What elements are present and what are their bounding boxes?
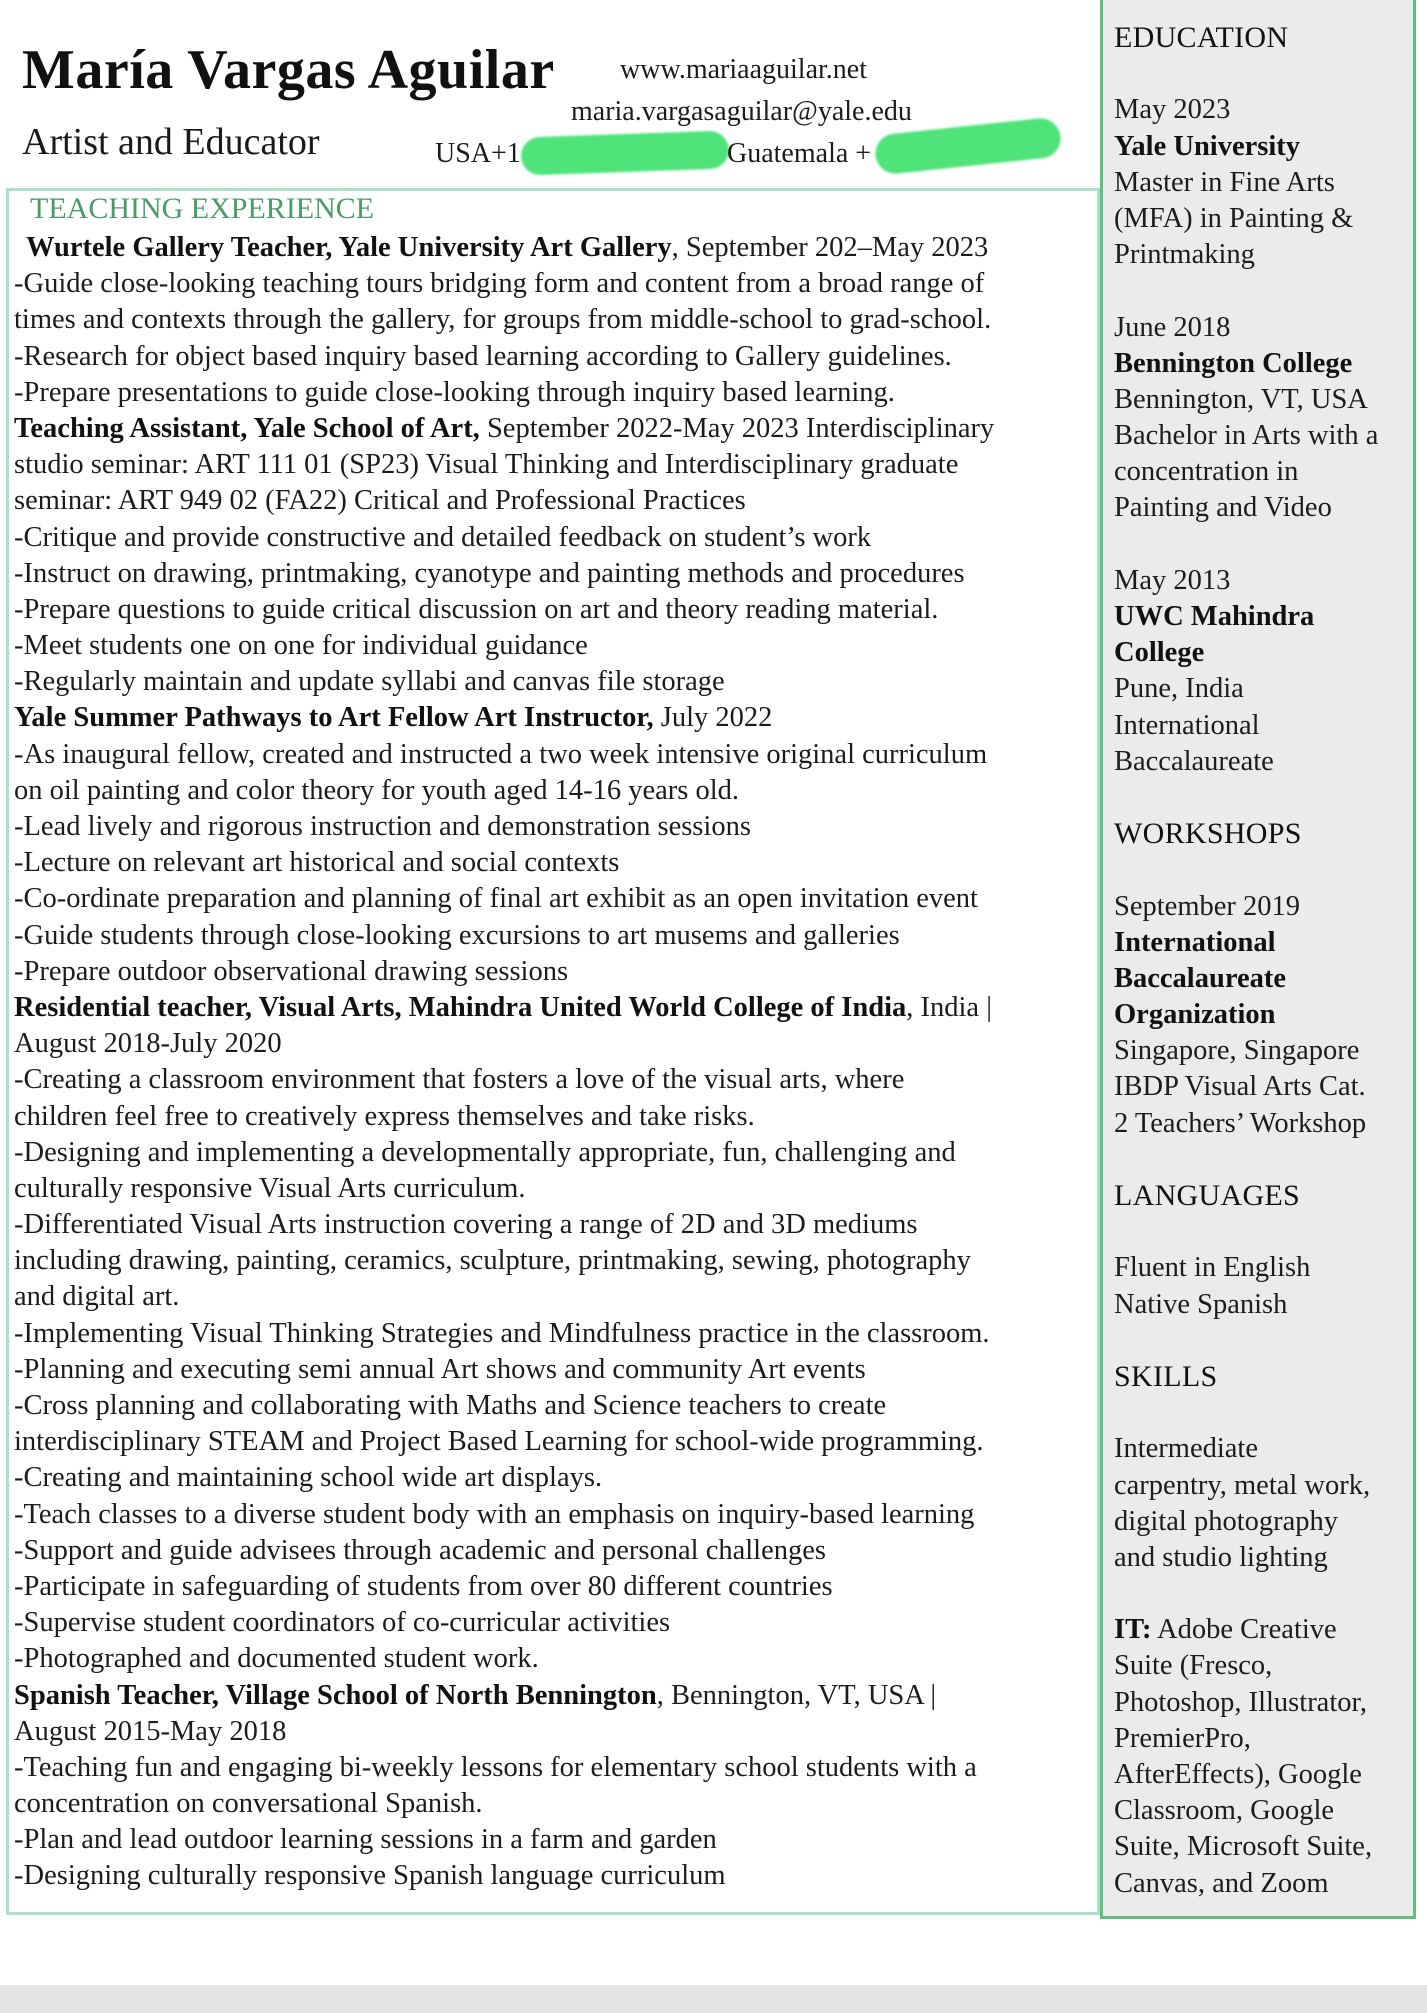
sidebar-line: May 2023 bbox=[1114, 94, 1231, 126]
line-text: on oil painting and color theory for youth aged 14-16 years old. bbox=[14, 774, 739, 806]
job-title-line bbox=[14, 990, 1094, 1026]
line-text: seminar: ART 949 02 (FA22) Critical and Professional Practices bbox=[14, 485, 746, 517]
institution-name: Bennington College bbox=[1114, 347, 1353, 379]
sidebar-line: Photoshop, Illustrator, bbox=[1114, 1686, 1367, 1718]
experience-line bbox=[14, 809, 1094, 845]
sidebar-institution bbox=[1114, 925, 1414, 961]
job-title: Residential teacher, Visual Arts, Mahindra United World College of India bbox=[14, 991, 907, 1023]
experience-line bbox=[14, 737, 1094, 773]
experience-line bbox=[14, 845, 1094, 881]
teaching-experience-content bbox=[14, 230, 1094, 1895]
line-text: August 2018-July 2020 bbox=[14, 1028, 282, 1060]
sidebar-institution bbox=[1114, 961, 1414, 997]
sidebar-institution bbox=[1114, 129, 1414, 165]
sidebar-section-heading: WORKSHOPS bbox=[1114, 817, 1302, 851]
experience-line bbox=[14, 1135, 1094, 1171]
line-text: -Guide close-looking teaching tours bridging form and content from a broad range of bbox=[14, 268, 985, 300]
line-text: -Participate in safeguarding of students from over 80 different countries bbox=[14, 1570, 833, 1602]
sidebar-line: Pune, India bbox=[1114, 673, 1244, 705]
resume-name: María Vargas Aguilar bbox=[22, 39, 555, 101]
experience-line bbox=[14, 302, 1094, 338]
experience-line bbox=[14, 447, 1094, 483]
spacer bbox=[1114, 1576, 1414, 1612]
experience-line bbox=[14, 1243, 1094, 1279]
line-text: -Prepare outdoor observational drawing sessions bbox=[14, 955, 569, 987]
line-text: -Lead lively and rigorous instruction and demonstration sessions bbox=[14, 811, 751, 842]
institution-name: Yale University bbox=[1114, 130, 1301, 162]
line-text: -Creating a classroom environment that fosters a love of the visual arts, where bbox=[14, 1064, 905, 1096]
spacer bbox=[1114, 780, 1414, 816]
experience-line bbox=[14, 1279, 1094, 1315]
experience-line bbox=[14, 520, 1094, 556]
sidebar-line: Singapore, Singapore bbox=[1114, 1035, 1360, 1067]
sidebar-line: Suite (Fresco, bbox=[1114, 1650, 1273, 1682]
line-text: , India | bbox=[906, 991, 992, 1023]
experience-line bbox=[14, 773, 1094, 809]
sidebar-line: May 2013 bbox=[1114, 564, 1231, 596]
sidebar-line: Canvas, and Zoom bbox=[1114, 1867, 1329, 1899]
sidebar-line: AfterEffects), Google bbox=[1114, 1759, 1362, 1790]
sidebar-line: Printmaking bbox=[1114, 239, 1255, 271]
experience-line bbox=[14, 1316, 1094, 1352]
experience-line bbox=[14, 954, 1094, 990]
experience-line bbox=[14, 1460, 1094, 1496]
sidebar-line: carpentry, metal work, bbox=[1114, 1469, 1371, 1501]
experience-line bbox=[14, 1171, 1094, 1207]
sidebar-section-heading: EDUCATION bbox=[1114, 21, 1289, 54]
experience-line bbox=[14, 1099, 1094, 1135]
line-text: -Teaching fun and engaging bi-weekly lessons for elementary school students with a bbox=[14, 1751, 977, 1783]
institution-name: International bbox=[1114, 926, 1276, 958]
experience-line bbox=[14, 592, 1094, 628]
line-text: -Supervise student coordinators of co-curricular activities bbox=[14, 1607, 671, 1639]
sidebar-line: Master in Fine Arts bbox=[1114, 166, 1335, 198]
website-link[interactable]: www.mariaaguilar.net bbox=[620, 54, 867, 85]
experience-line bbox=[14, 1750, 1094, 1786]
sidebar-institution bbox=[1114, 599, 1414, 635]
experience-line bbox=[14, 339, 1094, 375]
sidebar-line: June 2018 bbox=[1114, 311, 1231, 343]
job-title-line bbox=[14, 230, 1094, 266]
line-text: -Guide students through close-looking excursions to art musems and galleries bbox=[14, 919, 900, 951]
sidebar-line: International bbox=[1114, 709, 1260, 741]
phone-row bbox=[435, 134, 1075, 174]
experience-line bbox=[14, 375, 1094, 411]
spacer bbox=[1114, 852, 1414, 888]
experience-line bbox=[14, 1424, 1094, 1460]
line-text: , September 202–May 2023 bbox=[671, 232, 989, 263]
sidebar-line: Bachelor in Arts with a bbox=[1114, 420, 1379, 452]
line-text: -Lecture on relevant art historical and social contexts bbox=[14, 847, 620, 879]
sidebar-line: Native Spanish bbox=[1114, 1288, 1288, 1320]
experience-line bbox=[14, 881, 1094, 917]
sidebar-institution bbox=[1114, 635, 1414, 671]
experience-line bbox=[14, 1352, 1094, 1388]
resume-subtitle: Artist and Educator bbox=[22, 121, 320, 163]
sidebar-line: Suite, Microsoft Suite, bbox=[1114, 1831, 1373, 1863]
spacer bbox=[1114, 56, 1414, 92]
sidebar-line: (MFA) in Painting & bbox=[1114, 202, 1354, 234]
line-text: -Photographed and documented student work. bbox=[14, 1643, 539, 1675]
line-text: concentration on conversational Spanish. bbox=[14, 1788, 483, 1820]
redaction-mark bbox=[520, 130, 729, 175]
experience-line bbox=[14, 266, 1094, 302]
phone-guatemala-prefix: Guatemala + bbox=[727, 138, 872, 169]
line-text: -Plan and lead outdoor learning sessions in a farm and garden bbox=[14, 1824, 717, 1856]
sidebar-line: Intermediate bbox=[1114, 1433, 1259, 1465]
line-text: times and contexts through the gallery, for groups from middle-school to grad-school. bbox=[14, 304, 992, 336]
skill-label: IT: bbox=[1114, 1614, 1152, 1646]
spacer bbox=[1114, 527, 1414, 563]
sidebar-skill-line bbox=[1114, 1612, 1414, 1648]
experience-line bbox=[14, 1714, 1094, 1750]
line-text: -Instruct on drawing, printmaking, cyanotype and painting methods and procedures bbox=[14, 557, 965, 589]
job-title: Spanish Teacher, Village School of North Bennington bbox=[14, 1679, 657, 1711]
experience-line bbox=[14, 1822, 1094, 1858]
line-text: -Prepare questions to guide critical discussion on art and theory reading material. bbox=[14, 593, 939, 625]
sidebar-section-heading: LANGUAGES bbox=[1114, 1179, 1301, 1212]
institution-name: Baccalaureate bbox=[1114, 962, 1287, 994]
line-text: -Critique and provide constructive and detailed feedback on student’s work bbox=[14, 521, 872, 553]
line-text: -Teach classes to a diverse student body with an emphasis on inquiry-based learning bbox=[14, 1498, 975, 1530]
sidebar-section-heading: SKILLS bbox=[1114, 1359, 1218, 1393]
sidebar-line: Classroom, Google bbox=[1114, 1795, 1335, 1827]
line-text: interdisciplinary STEAM and Project Based Learning for school-wide programming. bbox=[14, 1426, 984, 1458]
line-text: -Differentiated Visual Arts instruction covering a range of 2D and 3D mediums bbox=[14, 1209, 918, 1241]
experience-line bbox=[14, 1605, 1094, 1641]
institution-name: Organization bbox=[1114, 999, 1276, 1031]
line-text: -Implementing Visual Thinking Strategies and Mindfulness practice in the classroom. bbox=[14, 1317, 990, 1349]
sidebar-line: IBDP Visual Arts Cat. bbox=[1114, 1071, 1366, 1103]
line-text: July 2022 bbox=[653, 702, 773, 734]
experience-line bbox=[14, 1641, 1094, 1677]
experience-line bbox=[14, 556, 1094, 592]
experience-line bbox=[14, 1388, 1094, 1424]
sidebar-line: 2 Teachers’ Workshop bbox=[1114, 1107, 1367, 1139]
sidebar-line: PremierPro, bbox=[1114, 1722, 1251, 1754]
line-text: -Research for object based inquiry based learning according to Gallery guidelines. bbox=[14, 340, 952, 372]
spacer bbox=[1114, 1323, 1414, 1359]
experience-line bbox=[14, 1497, 1094, 1533]
job-title-line bbox=[14, 411, 1094, 447]
job-title-line bbox=[14, 1678, 1094, 1714]
experience-line bbox=[14, 1569, 1094, 1605]
line-text: -Designing culturally responsive Spanish language curriculum bbox=[14, 1860, 726, 1892]
line-text: -Meet students one on one for individual guidance bbox=[14, 630, 588, 662]
line-text: -Prepare presentations to guide close-looking through inquiry based learning. bbox=[14, 376, 895, 408]
email-link[interactable]: maria.vargasaguilar@yale.edu bbox=[571, 96, 912, 127]
experience-line bbox=[14, 1786, 1094, 1822]
line-text: August 2015-May 2018 bbox=[14, 1715, 287, 1747]
line-text: culturally responsive Visual Arts curriculum. bbox=[14, 1172, 526, 1204]
line-text: and digital art. bbox=[14, 1281, 180, 1313]
sidebar-line: digital photography bbox=[1114, 1505, 1339, 1537]
sidebar-institution bbox=[1114, 346, 1414, 382]
experience-line bbox=[14, 1207, 1094, 1243]
job-title-line bbox=[14, 700, 1094, 736]
job-title: Teaching Assistant, Yale School of Art, bbox=[14, 412, 480, 444]
page-bottom-edge bbox=[0, 1985, 1427, 2013]
line-text: -Regularly maintain and update syllabi and canvas file storage bbox=[14, 666, 725, 698]
line-text: including drawing, painting, ceramics, sculpture, printmaking, sewing, photography bbox=[14, 1245, 971, 1277]
skill-text: Adobe Creative bbox=[1151, 1614, 1337, 1646]
line-text: -Cross planning and collaborating with Maths and Science teachers to create bbox=[14, 1390, 887, 1421]
experience-line bbox=[14, 628, 1094, 664]
line-text: children feel free to creatively express themselves and take risks. bbox=[14, 1100, 755, 1132]
sidebar-line: Baccalaureate bbox=[1114, 745, 1274, 777]
experience-line bbox=[14, 1026, 1094, 1062]
experience-line bbox=[14, 483, 1094, 519]
line-text: -Designing and implementing a developmentally appropriate, fun, challenging and bbox=[14, 1136, 956, 1168]
line-text: studio seminar: ART 111 01 (SP23) Visual Thinking and Interdisciplinary graduate bbox=[14, 449, 959, 481]
phone-usa-prefix: USA+1 bbox=[435, 138, 521, 169]
sidebar-content bbox=[1114, 20, 1414, 1902]
line-text: -Creating and maintaining school wide art displays. bbox=[14, 1462, 603, 1494]
spacer bbox=[1114, 273, 1414, 309]
line-text: , Bennington, VT, USA | bbox=[656, 1679, 937, 1711]
experience-line bbox=[14, 918, 1094, 954]
institution-name: UWC Mahindra bbox=[1114, 601, 1315, 632]
spacer bbox=[1114, 1142, 1414, 1178]
sidebar-line: September 2019 bbox=[1114, 890, 1301, 922]
experience-line bbox=[14, 1858, 1094, 1894]
job-title: Yale Summer Pathways to Art Fellow Art Instructor, bbox=[14, 702, 654, 734]
sidebar-line: Painting and Video bbox=[1114, 492, 1332, 524]
sidebar-line: Bennington, VT, USA bbox=[1114, 383, 1368, 415]
spacer bbox=[1114, 1395, 1414, 1431]
line-text: -As inaugural fellow, created and instructed a two week intensive original curriculum bbox=[14, 738, 988, 770]
line-text: -Support and guide advisees through academic and personal challenges bbox=[14, 1534, 826, 1566]
sidebar-line: concentration in bbox=[1114, 456, 1299, 488]
line-text: -Planning and executing semi annual Art shows and community Art events bbox=[14, 1353, 866, 1385]
institution-name: College bbox=[1114, 637, 1205, 669]
experience-line bbox=[14, 1533, 1094, 1569]
sidebar-line: and studio lighting bbox=[1114, 1541, 1328, 1573]
sidebar-institution bbox=[1114, 997, 1414, 1033]
spacer bbox=[1114, 1214, 1414, 1250]
experience-line bbox=[14, 1062, 1094, 1098]
teaching-experience-heading: TEACHING EXPERIENCE bbox=[30, 192, 375, 225]
sidebar-line: Fluent in English bbox=[1114, 1252, 1311, 1284]
line-text: -Co-ordinate preparation and planning of final art exhibit as an open invitation event bbox=[14, 883, 978, 915]
experience-line bbox=[14, 664, 1094, 700]
line-text: September 2022-May 2023 Interdisciplinary bbox=[479, 412, 995, 444]
job-title: Wurtele Gallery Teacher, Yale University Art Gallery bbox=[26, 232, 672, 263]
